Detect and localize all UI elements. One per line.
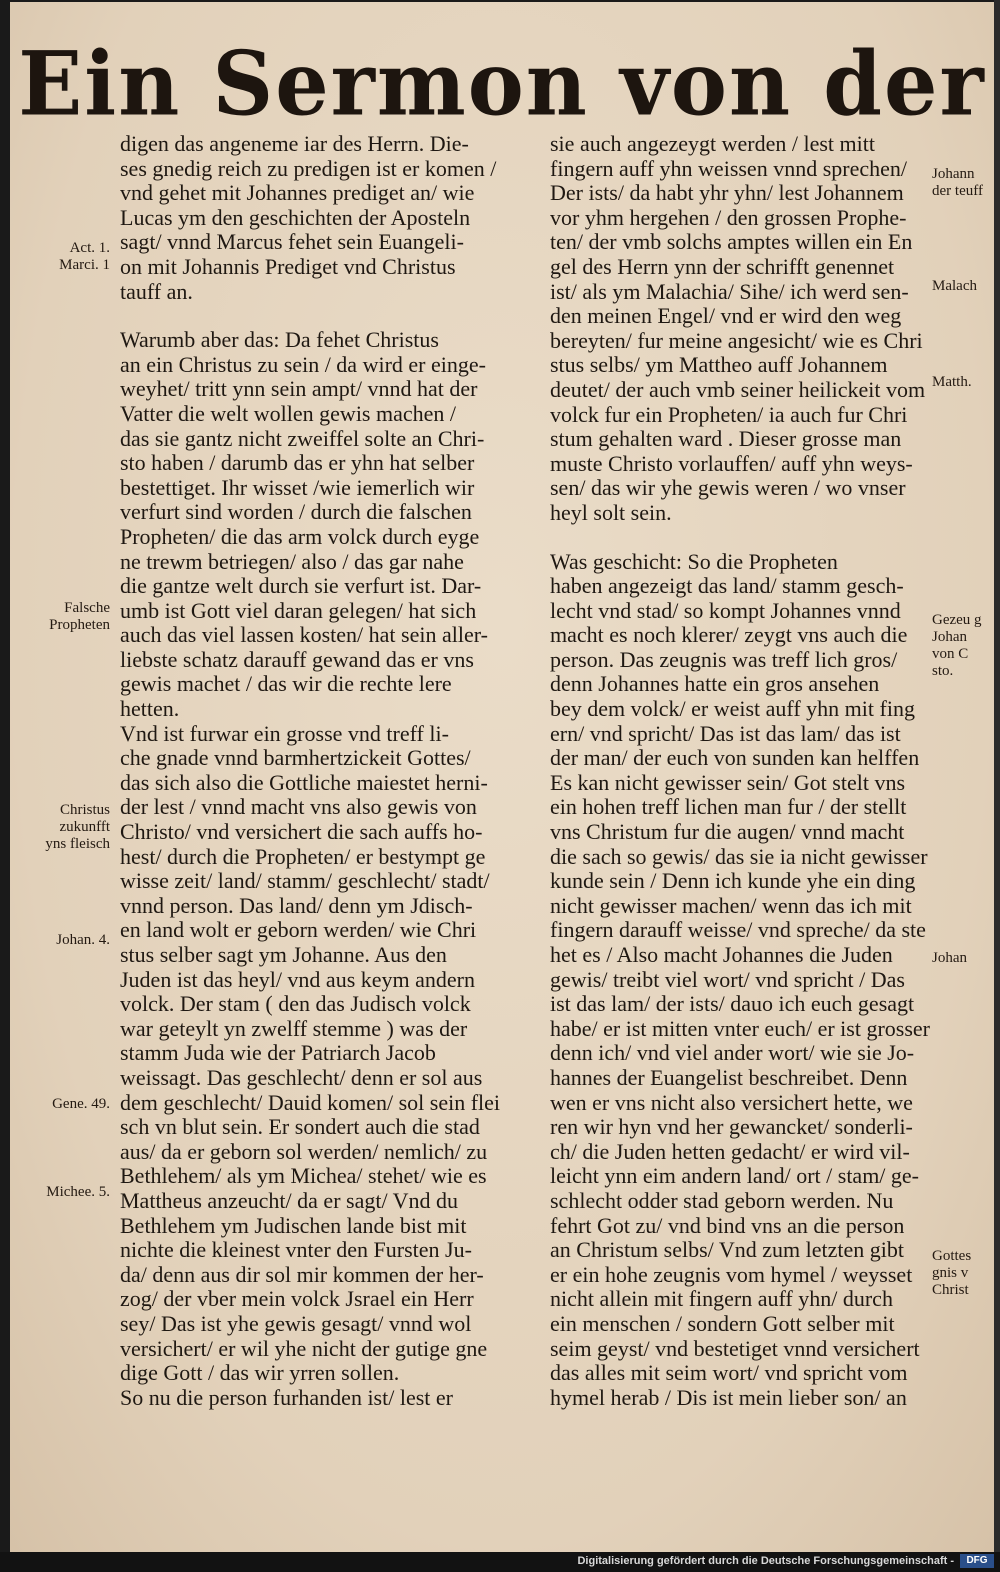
text-line: den meinen Engel/ vnd er wird den weg xyxy=(550,303,902,329)
text-line: bereyten/ fur meine angesicht/ wie es Chri xyxy=(550,327,923,353)
margin-note-line: Falsche xyxy=(64,600,110,616)
margin-note-line: Malach xyxy=(932,278,977,294)
text-line: ne trewm betriegen/ also / das gar nahe xyxy=(120,548,464,574)
margin-note-line: Michee. 5. xyxy=(46,1184,110,1200)
text-line: stus selbs/ ym Mattheo auff Johannem xyxy=(550,352,888,378)
text-line: hannes der Euangelist beschreibet. Denn xyxy=(550,1064,908,1090)
text-line: aus/ da er geborn sol werden/ nemlich/ zu xyxy=(120,1138,488,1164)
text-line: bestettiget. Ihr wisset /wie iemerlich wir xyxy=(120,474,475,500)
margin-note-micah-5 xyxy=(10,1184,110,1201)
margin-note-line: Act. 1. xyxy=(69,240,110,256)
text-line: digen das angeneme iar des Herrn. Die- xyxy=(120,131,469,156)
text-line: sen/ das wir yhe gewis weren / wo vnser xyxy=(550,475,906,501)
text-line: die sach so gewis/ das sie ia nicht gewisser xyxy=(550,843,928,869)
text-line: das sie gantz nicht zweiffel solte an Chri- xyxy=(120,425,485,451)
text-line: er ein hohe zeugnis vom hymel / weysset xyxy=(550,1261,913,1287)
text-line: ein hohen treff lichen man fur / der stellt xyxy=(550,794,907,820)
text-line: che gnade vnnd barmhertzickeit Gottes/ xyxy=(120,745,471,771)
margin-note-line: gnis v xyxy=(932,1265,969,1281)
text-line: da/ denn aus dir sol mir kommen der her- xyxy=(120,1261,484,1287)
text-line: Bethlehem ym Judischen lande bist mit xyxy=(120,1212,467,1238)
text-line: an ein Christus zu sein / da wird er einge- xyxy=(120,351,486,377)
text-line: ist/ als ym Malachia/ Sihe/ ich werd sen- xyxy=(550,278,909,304)
text-line: volck fur ein Propheten/ ia auch fur Chri xyxy=(550,401,908,427)
text-line: fingern auff yhn weissen vnnd sprechen/ xyxy=(550,155,907,181)
text-line: en land wolt er geborn werden/ wie Chri xyxy=(120,917,477,943)
text-line: dige Gott / das wir yrren sollen. xyxy=(120,1360,400,1386)
text-line: sch vn blut sein. Er sondert auch die stad xyxy=(120,1114,480,1140)
text-line: haben angezeigt das land/ stamm gesch- xyxy=(550,573,904,599)
margin-note-line: yns fleisch xyxy=(45,836,110,852)
text-line: gewis/ treibt viel wort/ vnd spricht / Das xyxy=(550,966,905,992)
text-line: So nu die person furhanden ist/ lest er xyxy=(120,1384,453,1410)
margin-note-line: Johan. 4. xyxy=(56,932,110,948)
text-line: fingern darauff weisse/ vnd spreche/ da ste xyxy=(550,917,926,943)
text-line: leicht ynn eim andern land/ ort / stam/ ge- xyxy=(550,1163,920,1189)
text-line xyxy=(120,304,500,328)
text-line: sey/ Das ist yhe gewis gesagt/ vnnd wol xyxy=(120,1310,472,1336)
text-line: Was geschicht: So die Propheten xyxy=(550,548,838,574)
text-line: tauff an. xyxy=(120,278,193,304)
margin-note-line: Matth. xyxy=(932,374,972,390)
margin-note-john-baptist xyxy=(932,166,983,200)
text-line: kunde sein / Denn ich kunde yhe ein ding xyxy=(550,868,916,894)
margin-note-line: sto. xyxy=(932,663,954,679)
text-line: liebste schatz darauff gewand das er vns xyxy=(120,646,474,672)
text-line: Propheten/ die das arm volck durch eyge xyxy=(120,523,480,549)
text-line: lecht vnd stad/ so kompt Johannes vnnd xyxy=(550,597,901,623)
text-line: Juden ist das heyl/ vnd aus keym andern xyxy=(120,966,475,992)
dfg-logo: DFG xyxy=(960,1554,994,1568)
text-line: vor yhm hergehen / den grossen Prophe- xyxy=(550,204,907,230)
margin-note-line: zukunfft xyxy=(59,819,110,835)
text-line: war geteylt yn zwelff stemme ) was der xyxy=(120,1015,468,1041)
margin-note-line: der teuff xyxy=(932,183,983,199)
text-line: denn ich/ vnd viel ander wort/ wie sie Jo- xyxy=(550,1040,915,1066)
text-line: sagt/ vnnd Marcus fehet sein Euangeli- xyxy=(120,229,464,255)
margin-note-line: Gottes xyxy=(932,1248,972,1264)
text-line: bey dem volck/ er weist auff yhn mit fing xyxy=(550,696,915,722)
text-line: stum gehalten ward . Dieser grosse man xyxy=(550,426,902,452)
text-line: vns Christum fur die augen/ vnnd macht xyxy=(550,819,905,845)
text-line xyxy=(550,526,930,550)
text-line: gewis machet / das wir die rechte lere xyxy=(120,671,452,697)
text-line: verfurt sind worden / durch die falschen xyxy=(120,499,472,525)
text-line: Es kan nicht gewisser sein/ Got stelt vns xyxy=(550,769,906,795)
text-line: an Christum selbs/ Vnd zum letzten gibt xyxy=(550,1237,904,1263)
margin-note-line: Johan xyxy=(932,950,967,966)
text-line: ern/ vnd spricht/ Das ist das lam/ das ist xyxy=(550,720,901,746)
text-line: stamm Juda wie der Patriarch Jacob xyxy=(120,1040,436,1066)
text-line: weyhet/ tritt ynn sein ampt/ vnnd hat der xyxy=(120,376,478,402)
text-line: ist das lam/ der ists/ dauo ich euch gesagt xyxy=(550,991,915,1017)
text-line: ses gnedig reich zu predigen ist er komen / xyxy=(120,155,497,181)
text-line: schlecht odder stad geborn werden. Nu xyxy=(550,1187,894,1213)
text-line: on mit Johannis Prediget vnd Christus xyxy=(120,253,456,279)
margin-note-false-prophets xyxy=(10,600,110,634)
text-line: denn Johannes hatte ein gros ansehen xyxy=(550,671,880,697)
text-line: sto haben / darumb das er yhn hat selber xyxy=(120,450,475,476)
margin-note-line: von C xyxy=(932,646,969,662)
text-line: Lucas ym den geschichten der Aposteln xyxy=(120,204,471,230)
margin-note-witness-john xyxy=(932,612,982,680)
book-page xyxy=(10,2,994,1552)
text-line: heyl solt sein. xyxy=(550,499,672,525)
text-line: das alles mit seim wort/ vnd spricht vom xyxy=(550,1360,908,1386)
text-line: vnnd person. Das land/ denn ym Jdisch- xyxy=(120,892,473,918)
text-line: nichte die kleinest vnter den Fursten Ju- xyxy=(120,1237,472,1263)
margin-note-line: Johann xyxy=(932,166,975,182)
margin-note-line: Christ xyxy=(932,1282,969,1298)
text-line: sie auch angezeygt werden / lest mitt xyxy=(550,131,875,156)
text-line: gel des Herrn ynn der schrifft genennet xyxy=(550,253,895,279)
text-line: deutet/ der auch vmb seiner heilickeit vom xyxy=(550,376,926,402)
text-line: Warumb aber das: Da fehet Christus xyxy=(120,327,439,353)
text-line: nicht gewisser machen/ wenn das ich mit xyxy=(550,892,912,918)
text-line: Bethlehem/ als ym Michea/ stehet/ wie es xyxy=(120,1163,487,1189)
text-line: habe/ er ist mitten vnter euch/ er ist grosser xyxy=(550,1015,930,1041)
text-line: Vatter die welt wollen gewis machen / xyxy=(120,400,457,426)
text-line: ein menschen / sondern Gott selber mit xyxy=(550,1310,895,1336)
margin-note-john-4 xyxy=(10,932,110,949)
text-line: das sich also die Gottliche maiestet herni- xyxy=(120,769,488,795)
text-line: hymel herab / Dis ist mein lieber son/ an xyxy=(550,1384,907,1410)
text-line: seim geyst/ vnd bestetiget vnnd versichert xyxy=(550,1335,920,1361)
margin-note-line: Propheten xyxy=(49,617,110,633)
text-line: vnd gehet mit Johannes prediget an/ wie xyxy=(120,180,475,206)
text-line: die gantze welt durch sie verfurt ist. Dar- xyxy=(120,573,482,599)
margin-note-line: Marci. 1 xyxy=(59,257,110,273)
text-line: Mattheus anzeucht/ da er sagt/ Vnd du xyxy=(120,1187,459,1213)
text-line: wisse zeit/ land/ stamm/ geschlecht/ stadt/ xyxy=(120,868,490,894)
text-line: dem geschlecht/ Dauid komen/ sol sein flei xyxy=(120,1089,501,1115)
text-line: umb ist Gott viel daran gelegen/ hat sich xyxy=(120,597,477,623)
text-line: ch/ die Juden hetten gedacht/ er wird vil- xyxy=(550,1138,910,1164)
text-line: macht es noch klerer/ zeygt vns auch die xyxy=(550,622,908,648)
margin-note-line: Johan xyxy=(932,629,967,645)
margin-note-gen-49 xyxy=(10,1096,110,1113)
text-line: muste Christo vorlauffen/ auff yhn weys- xyxy=(550,450,913,476)
text-line: hetten. xyxy=(120,696,180,722)
text-line: person. Das zeugnis was treff lich gros/ xyxy=(550,646,898,672)
text-line: fehrt Got zu/ vnd bind vns an die person xyxy=(550,1212,905,1238)
text-line: zog/ der vber mein volck Jsrael ein Herr xyxy=(120,1286,474,1312)
funding-credit: Digitalisierung gefördert durch die Deutsche Forschungsgemeinschaft - xyxy=(577,1555,954,1567)
text-line: stus selber sagt ym Johanne. Aus den xyxy=(120,942,447,967)
text-line: hest/ durch die Propheten/ er bestympt ge xyxy=(120,843,486,869)
text-line: auch das viel lassen kosten/ hat sein aller- xyxy=(120,622,488,648)
right-text-column xyxy=(550,132,930,1410)
margin-note-john xyxy=(932,950,967,967)
margin-note-christ-flesh xyxy=(10,802,110,853)
margin-note-god-witness xyxy=(932,1248,971,1299)
margin-note-malachi xyxy=(932,278,977,295)
text-line: ren wir hyn vnd her gewancket/ sonderli- xyxy=(550,1114,913,1140)
margin-note-matthew xyxy=(932,374,972,391)
text-line: volck. Der stam ( den das Judisch volck xyxy=(120,991,471,1017)
margin-note-line: Gezeu g xyxy=(932,612,982,628)
text-line: weissagt. Das geschlecht/ denn er sol aus xyxy=(120,1064,483,1090)
left-text-column xyxy=(120,132,500,1410)
text-line: Christo/ vnd versichert die sach auffs ho- xyxy=(120,819,483,845)
page-edge-shadow xyxy=(994,0,1000,1552)
text-line: wen er vns nicht also versichert hette, we xyxy=(550,1089,913,1115)
text-line: het es / Also macht Johannes die Juden xyxy=(550,942,893,967)
margin-note-acts-mark xyxy=(10,240,110,274)
text-line: ten/ der vmb solchs amptes willen ein En xyxy=(550,229,913,255)
text-line: Der ists/ da habt yhr yhn/ lest Johannem xyxy=(550,180,904,206)
text-line: nicht allein mit fingern auff yhn/ durch xyxy=(550,1286,893,1312)
text-line: der lest / vnnd macht vns also gewis von xyxy=(120,794,477,820)
page-title: Ein Sermon von der xyxy=(18,31,986,136)
margin-note-line: Gene. 49. xyxy=(52,1096,110,1112)
margin-note-line: Christus xyxy=(59,802,110,818)
text-line: versichert/ er wil yhe nicht der gutige gne xyxy=(120,1335,488,1361)
text-line: der man/ der euch von sunden kan helffen xyxy=(550,745,920,771)
text-line: Vnd ist furwar ein grosse vnd treff li- xyxy=(120,720,449,746)
